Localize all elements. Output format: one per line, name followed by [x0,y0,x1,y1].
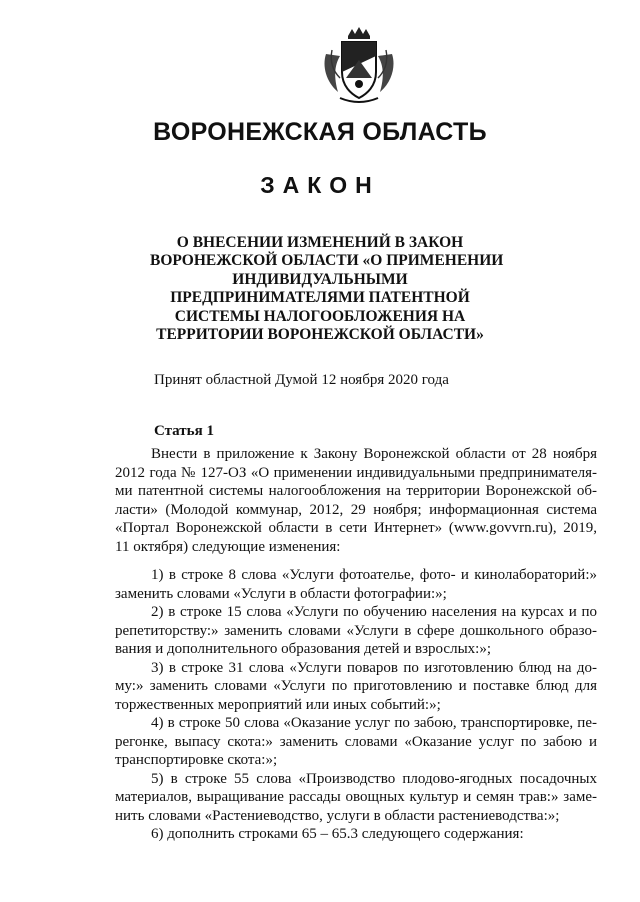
text-line: ласти» (Молодой коммунар, 2012, 29 ноября; информационная система [115,501,597,518]
list-item-line: 2) в строке 15 слова «Услуги по обучению населения на курсах и по [151,604,597,620]
list-item-line: торжественных мероприятий или иных событий:»; [115,696,441,713]
list-item-line: нить словами «Растениеводство, услуги в области растениеводства:»; [115,807,560,824]
law-title-line: ТЕРРИТОРИИ ВОРОНЕЖСКОЙ ОБЛАСТИ» [156,326,484,344]
text-line: ми патентной системы налогообложения на территории Воронежской об- [115,483,597,499]
list-item-line: регонке, выпасу скота:» заменить словами «Оказание услуг по забою и [115,733,597,750]
list-item-line: му:» заменить словами «Услуги по приготовлению и поставке блюд для [115,678,597,694]
law-title-line: СИСТЕМЫ НАЛОГООБЛОЖЕНИЯ НА [174,307,466,325]
list-item-line: 6) дополнить строками 65 – 65.3 следующего содержания: [151,826,524,842]
adoption-note: Принят областной Думой 12 ноября 2020 года [154,372,449,388]
list-item-line: материалов, выращивание рассады овощных культур и семян трав:» заме- [115,789,597,805]
list-item-line: 3) в строке 31 слова «Услуги поваров по изготовлению блюд на до- [151,659,597,676]
coat-of-arms-icon [318,26,400,104]
law-title-line: ВОРОНЕЖСКОЙ ОБЛАСТИ «О ПРИМЕНЕНИИ [150,252,504,270]
list-item-line: транспортировке скота:»; [115,752,278,768]
text-line: Внести в приложение к Закону Воронежской области от 28 ноября [151,446,597,462]
article-intro [115,445,597,556]
law-title-line: О ВНЕСЕНИИ ИЗМЕНЕНИЙ В ЗАКОН [176,234,464,251]
text-line: 11 октября) следующие изменения: [115,538,341,555]
list-item-line: 4) в строке 50 слова «Оказание услуг по забою, транспортировке, пе- [151,715,597,731]
list-item-line: репетиторству:» заменить словами «Услуги в сфере дошкольного образо- [115,622,597,639]
law-title-line: ИНДИВИДУАЛЬНЫМИ [232,270,408,288]
document-type: ЗАКОН [260,172,380,198]
text-line: «Портал Воронежской области в сети Интернет» (www.govvrn.ru), 2019, [115,520,597,536]
region-name: ВОРОНЕЖСКАЯ ОБЛАСТЬ [153,118,487,146]
list-item-line: вания и дополнительного образования детей и взрослых:»; [115,641,491,657]
amendment-list [115,566,597,844]
list-item-line: 1) в строке 8 слова «Услуги фотоателье, фото- и кинолабораторий:» [151,567,597,583]
text-line: 2012 года № 127-ОЗ «О применении индивидуальными предпринимателя- [115,464,597,481]
list-item-line: заменить словами «Услуги в области фотографии:»; [115,585,447,602]
law-title [150,234,504,344]
law-title-line: ПРЕДПРИНИМАТЕЛЯМИ ПАТЕНТНОЙ [170,289,470,307]
list-item-line: 5) в строке 55 слова «Производство плодово-ягодных посадочных [151,770,597,787]
article-heading: Статья 1 [154,423,214,439]
